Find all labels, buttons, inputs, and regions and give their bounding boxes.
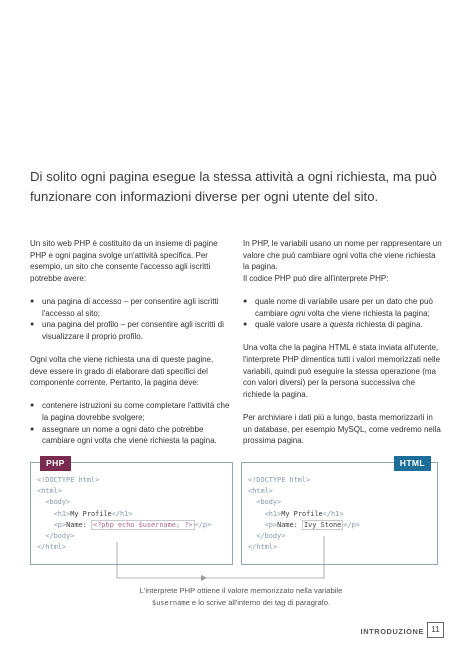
code-line: </html>	[248, 543, 278, 552]
caption-variable: $username	[151, 599, 190, 607]
section-label: INTRODUZIONE	[360, 627, 424, 636]
code-line: </body>	[45, 532, 75, 541]
list-item: ● contenere istruzioni su come completare l'attività che la pagina dovrebbe svolgere;	[30, 400, 230, 423]
php-label: PHP	[40, 456, 71, 471]
list-text: quale nome di variabile usare per un dato che può cambiare	[255, 296, 433, 318]
list-text: volta che viene richiesta la pagina;	[305, 308, 430, 318]
php-code-box	[30, 458, 233, 565]
list-item: ● una pagina di accesso – per consentire agli iscritti l'accesso al sito;	[30, 296, 230, 319]
list-text: richiesta di pagina.	[353, 320, 423, 330]
code-tag: </p>	[194, 520, 212, 529]
list-item	[243, 296, 443, 319]
output-value: Ivy Stone	[303, 520, 342, 529]
code-text: Name:	[66, 520, 91, 529]
caption-text: L'interprete PHP ottiene il valore memorizzato nella variabile	[139, 586, 343, 595]
list-item: ● assegnare un nome a ogni dato che potrebbe cambiare ogni volta che viene richiesta la pagina.	[30, 424, 230, 447]
lead-paragraph: Di solito ogni pagina esegue la stessa attività a ogni richiesta, ma può funzionare con informazioni diverse per ogni utente del sito.	[30, 169, 437, 204]
html-label: HTML	[394, 456, 431, 471]
left-paragraph-2: Ogni volta che viene richiesta una di queste pagine, deve essere in grado di elaborare dati specifici del componente corrente. Pertanto, la pagina deve:	[30, 354, 214, 388]
code-tag: </h1>	[111, 509, 133, 518]
code-line: </body>	[256, 532, 286, 541]
code-line: <html>	[37, 487, 62, 496]
left-column	[30, 238, 230, 458]
left-paragraph-1: Un sito web PHP è costituito da un insieme di pagine PHP e ogni pagina svolge un'attività specifica. Per esempio, un sito che consente l'accesso agli iscritti potrebbe avere:	[30, 239, 218, 283]
code-line: <html>	[248, 487, 273, 496]
code-text: My Profile	[70, 509, 112, 518]
code-tag: <p>	[264, 520, 278, 529]
php-echo-snippet: <?php echo $username; ?>	[92, 520, 193, 529]
code-tag: </h1>	[322, 509, 344, 518]
code-tag: <h1>	[53, 509, 71, 518]
right-paragraph-3: Per archiviare i dati più a lungo, basta memorizzarli in un database, per esempio MySQL, come vedremo nella prossima pagina.	[243, 412, 441, 446]
code-line: <!DOCTYPE html>	[37, 476, 100, 484]
list-text-italic: ogni	[290, 308, 306, 318]
list-text: quale valore usare a	[255, 320, 330, 330]
right-paragraph-1-text: In PHP, le variabili usano un nome per rappresentare un valore che può cambiare ogni volta che viene richiesta la pagina.	[243, 239, 442, 272]
right-paragraph-1	[243, 238, 443, 284]
right-column	[243, 238, 443, 458]
right-paragraph-1b-text: Il codice PHP può dire all'interprete PHP:	[243, 273, 389, 283]
left-list-1	[30, 296, 230, 342]
code-line: <body>	[256, 498, 282, 507]
arrowhead-icon	[201, 575, 207, 581]
code-line: </html>	[37, 543, 67, 552]
php-code	[37, 475, 211, 553]
code-line: <body>	[45, 498, 71, 507]
right-list-1	[243, 296, 443, 331]
code-tag: </p>	[343, 520, 360, 529]
code-tag: <h1>	[264, 509, 282, 518]
caption-text: e lo scrive all'interno dei tag di paragrafo.	[189, 598, 331, 607]
list-item: ● una pagina del profilo – per consentire agli iscritti di visualizzare il proprio profilo.	[30, 319, 230, 342]
right-paragraph-2: Una volta che la pagina HTML è stata inviata all'utente, l'interprete PHP dimentica tutti i valori memorizzati nelle variabili, quindi può eseguire la stessa operazione (ma con valori diversi) per la persona successiva che richiede la pagina.	[243, 343, 441, 399]
left-list-2	[30, 400, 230, 446]
html-code	[248, 475, 360, 553]
figure-caption	[116, 585, 366, 609]
code-line: <!DOCTYPE html>	[248, 476, 311, 484]
list-text-italic: questa	[329, 320, 354, 330]
html-code-box	[241, 458, 438, 565]
code-text: My Profile	[281, 509, 323, 518]
list-item	[243, 319, 443, 331]
code-text: Name:	[277, 520, 302, 529]
code-tag: <p>	[53, 520, 67, 529]
page-number: 11	[427, 622, 444, 638]
